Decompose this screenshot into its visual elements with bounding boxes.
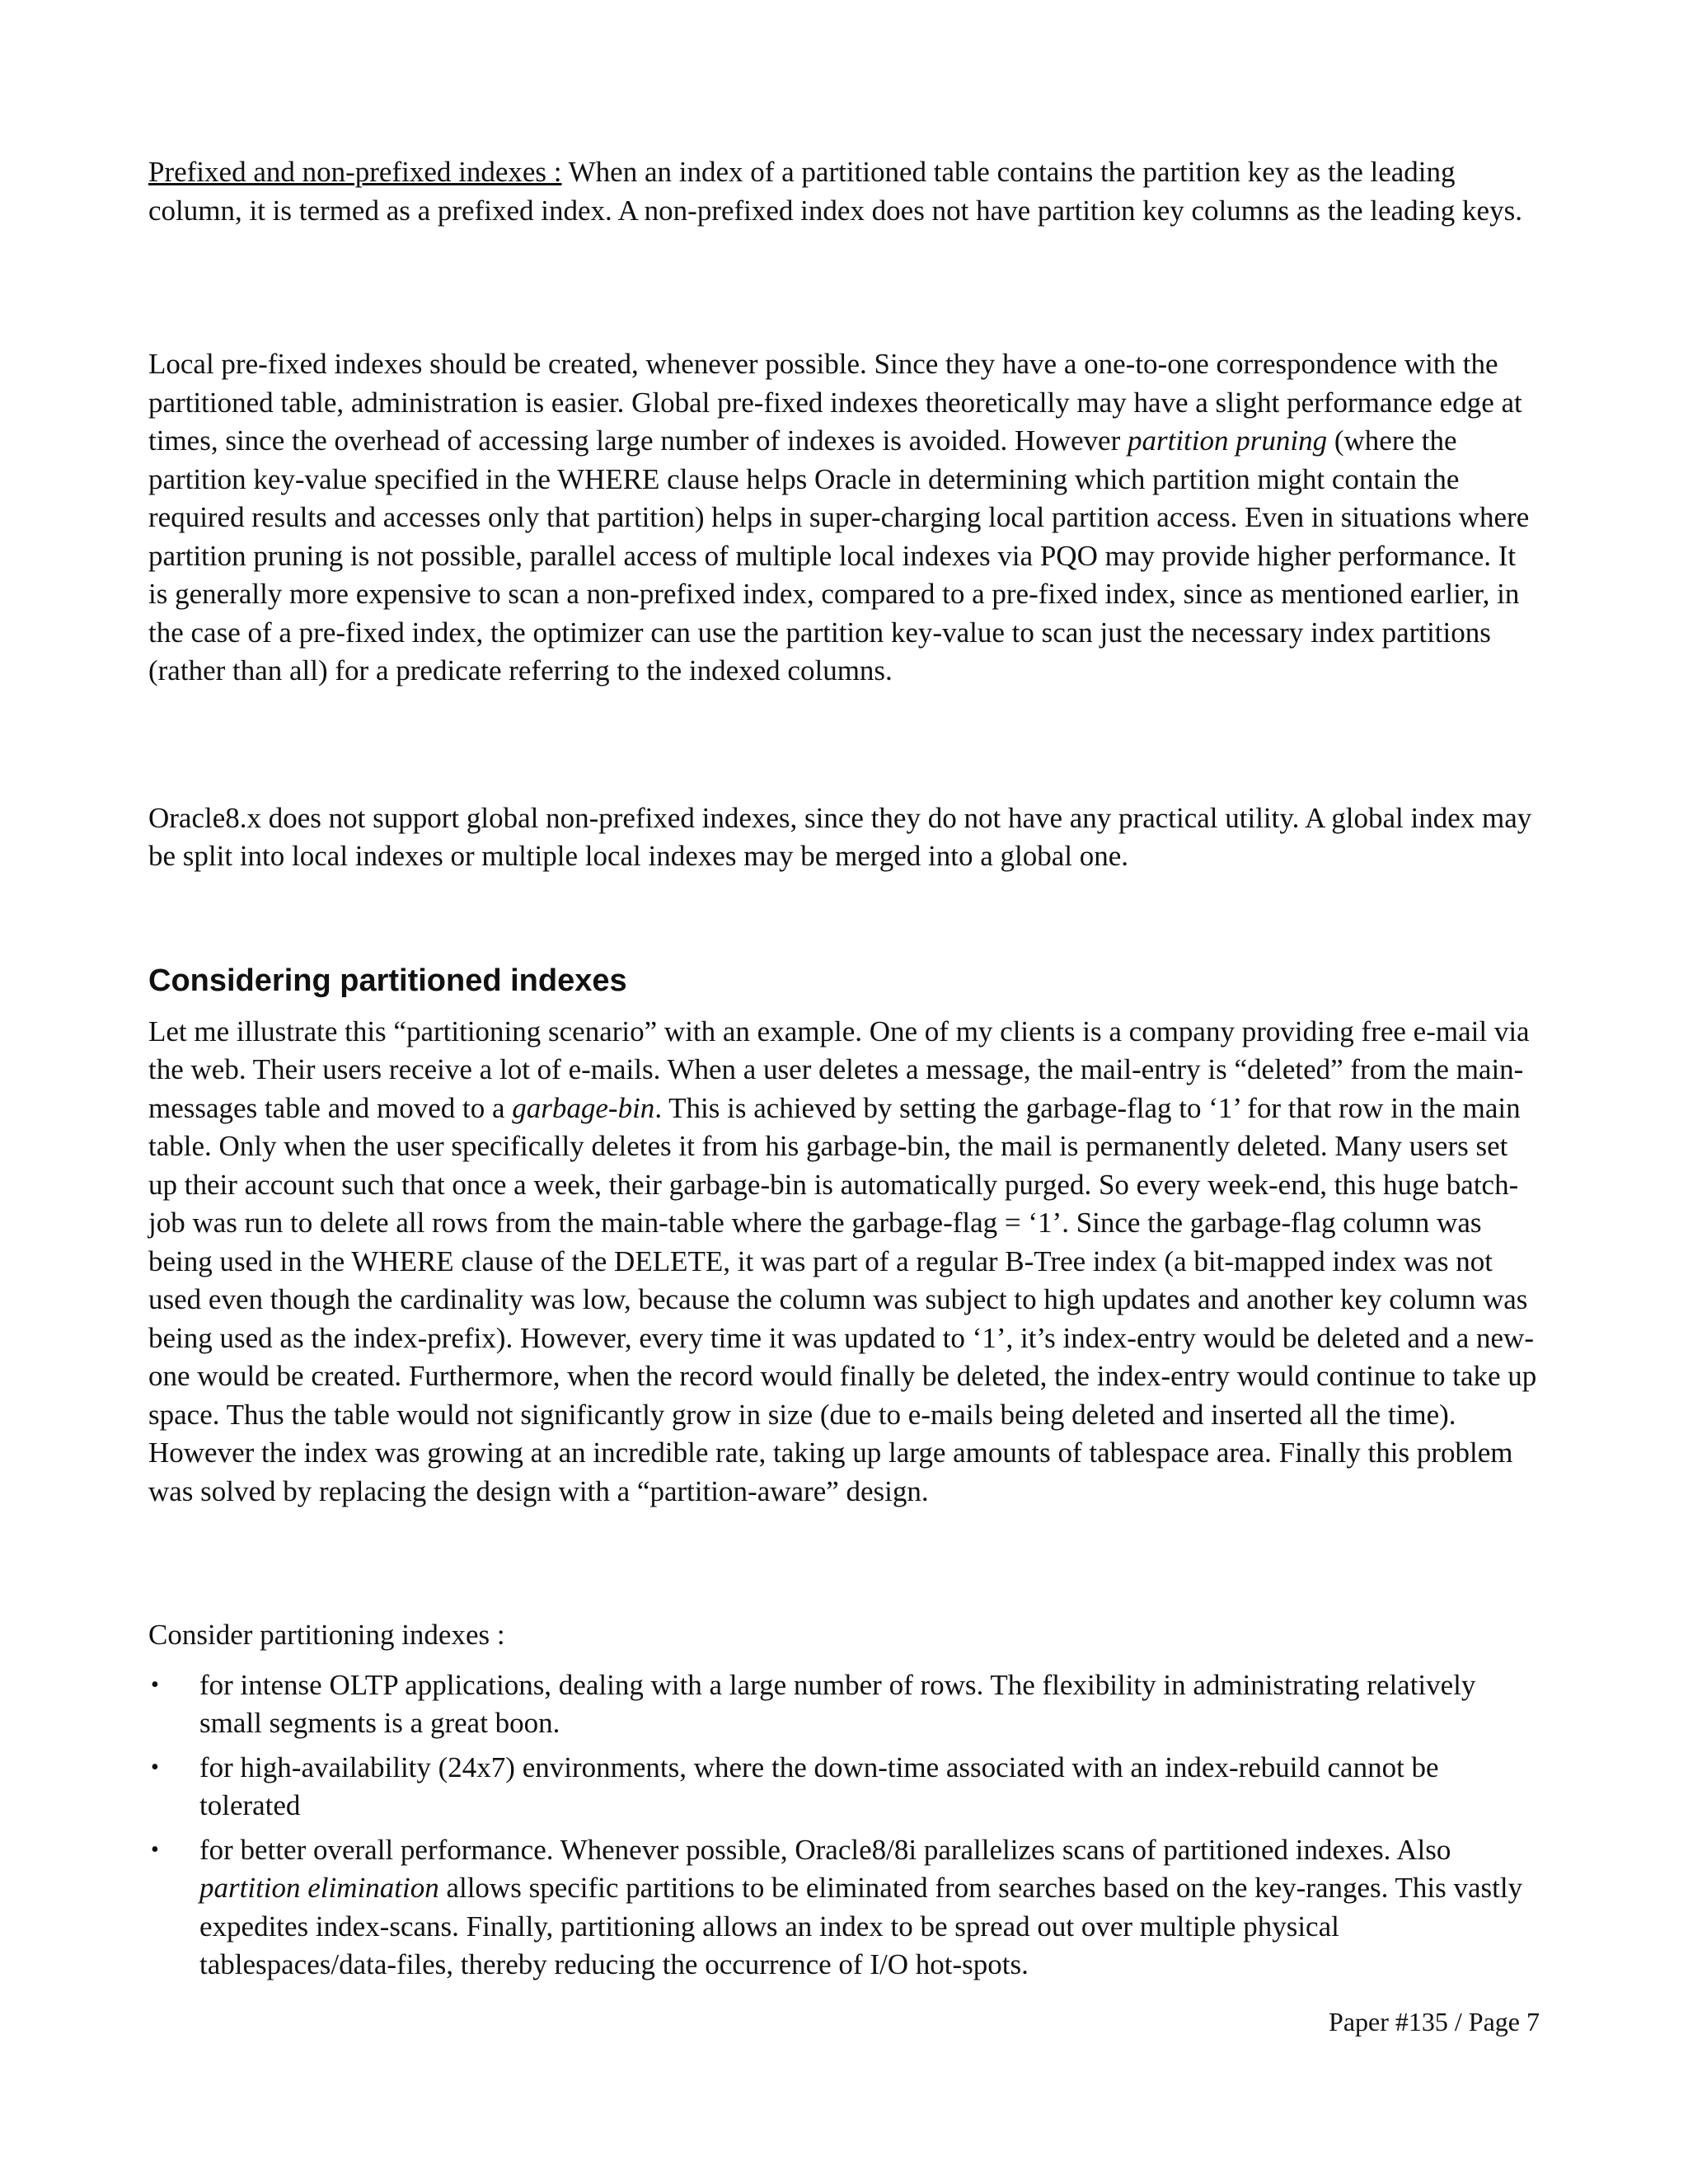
term-garbage-bin: garbage-bin: [512, 1091, 655, 1124]
local-prefixed-rest: (where the partition key-value specified in the WHERE clause helps Oracle in determining which partition might contain the required results and accesses only that partition) helps in super-charging local partition access. Even in situations where partition pruning is not possible, parallel access of multiple local indexes via PQO may provide higher performance. It is generally more expensive to scan a non-prefixed index, compared to a pre-fixed index, since as mentioned earlier, in the case of a pre-fixed index, the optimizer can use the partition key-value to scan just the necessary index partitions (rather than all) for a predicate referring to the indexed columns.: [148, 424, 1530, 687]
bullet-icon: •: [151, 1671, 159, 1698]
bullet-list: [148, 1666, 1541, 1985]
term-partition-elimination: partition elimination: [199, 1872, 439, 1904]
term-prefixed-indexes: Prefixed and non-prefixed indexes :: [148, 156, 562, 188]
term-partition-pruning: partition pruning: [1127, 424, 1328, 457]
paragraph-prefixed-indexes: [148, 153, 1541, 230]
paragraph-oracle8x: Oracle8.x does not support global non-prefixed indexes, since they do not have any practical utility. A global index may be split into local indexes or multiple local indexes may be merged into a global one.: [148, 801, 1532, 872]
bullet-icon: •: [151, 1836, 159, 1863]
list-item: [148, 1666, 1541, 1743]
list-item: [148, 1831, 1541, 1985]
bullet-text: for high-availability (24x7) environments, where the down-time associated with an index-rebuild cannot be tolerated: [199, 1750, 1439, 1821]
bullet-text-rest: allows specific partitions to be eliminated from searches based on the key-ranges. This vastly expedites index-scans. Finally, partitioning allows an index to be spread out over multiple physical tablespaces/data-files, thereby reducing the occurrence of I/O hot-spots.: [199, 1872, 1523, 1980]
bullet-text-intro: for better overall performance. Whenever possible, Oracle8/8i parallelizes scans of partitioned indexes. Also: [199, 1833, 1451, 1866]
prefixed-indexes-text: When an index of a partitioned table contains the partition key as the leading column, it is termed as a prefixed index. A non-prefixed index does not have partition key columns as the leading keys.: [148, 156, 1522, 227]
example-intro: Let me illustrate this “partitioning scenario” with an example. One of my clients is a company providing free e-mail via the web. Their users receive a lot of e-mails. When a user deletes a message, the mail-entry is “deleted” from the main-messages table and moved to a: [148, 1015, 1530, 1124]
paragraph-consider-intro: Consider partitioning indexes :: [148, 1619, 505, 1651]
paragraph-local-prefixed: [148, 345, 1541, 691]
local-prefixed-intro: Local pre-fixed indexes should be created, whenever possible. Since they have a one-to-one correspondence with the partitioned table, administration is easier. Global pre-fixed indexes theoretically may have a slight performance edge at times, since the overhead of accessing large number of indexes is avoided. However: [148, 348, 1522, 457]
spacer: [148, 876, 1541, 955]
paragraph-example: [148, 1013, 1541, 1511]
spacer: [148, 1511, 1541, 1616]
document-page: [148, 153, 1541, 1990]
bullet-icon: •: [151, 1754, 159, 1780]
spacer: [148, 691, 1541, 799]
list-item: [148, 1749, 1541, 1825]
spacer: [148, 230, 1541, 345]
page-footer: Paper #135 / Page 7: [1329, 2007, 1540, 2036]
bullet-text: [199, 1834, 1522, 1981]
example-rest: . This is achieved by setting the garbage-flag to ‘1’ for that row in the main table. Only when the user specifically deletes it from his garbage-bin, the mail is permanently deleted. Many users set up their account such that once a week, their garbage-bin is automatically purged. So every week-end, this huge batch-job was run to delete all rows from the main-table where the garbage-flag = ‘1’. Since the garbage-flag column was being used in the WHERE clause of the DELETE, it was part of a regular B-Tree index (a bit-mapped index was not used even though the cardinality was low, because the column was subject to high updates and another key column was being used as the index-prefix). However, every time it was updated to ‘1’, it’s index-entry would be deleted and a new-one would be created. Furthermore, when the record would finally be deleted, the index-entry would continue to take up space. Thus the table would not significantly grow in size (due to e-mails being deleted and inserted all the time). However the index was growing at an incredible rate, taking up large amounts of tablespace area. Finally this problem was solved by replacing the design with a “partition-aware” design.: [148, 1091, 1537, 1507]
bullet-text: for intense OLTP applications, dealing with a large number of rows. The flexibility in administrating relatively small segments is a great boon.: [199, 1668, 1476, 1739]
section-heading: Considering partitioned indexes: [148, 963, 627, 998]
